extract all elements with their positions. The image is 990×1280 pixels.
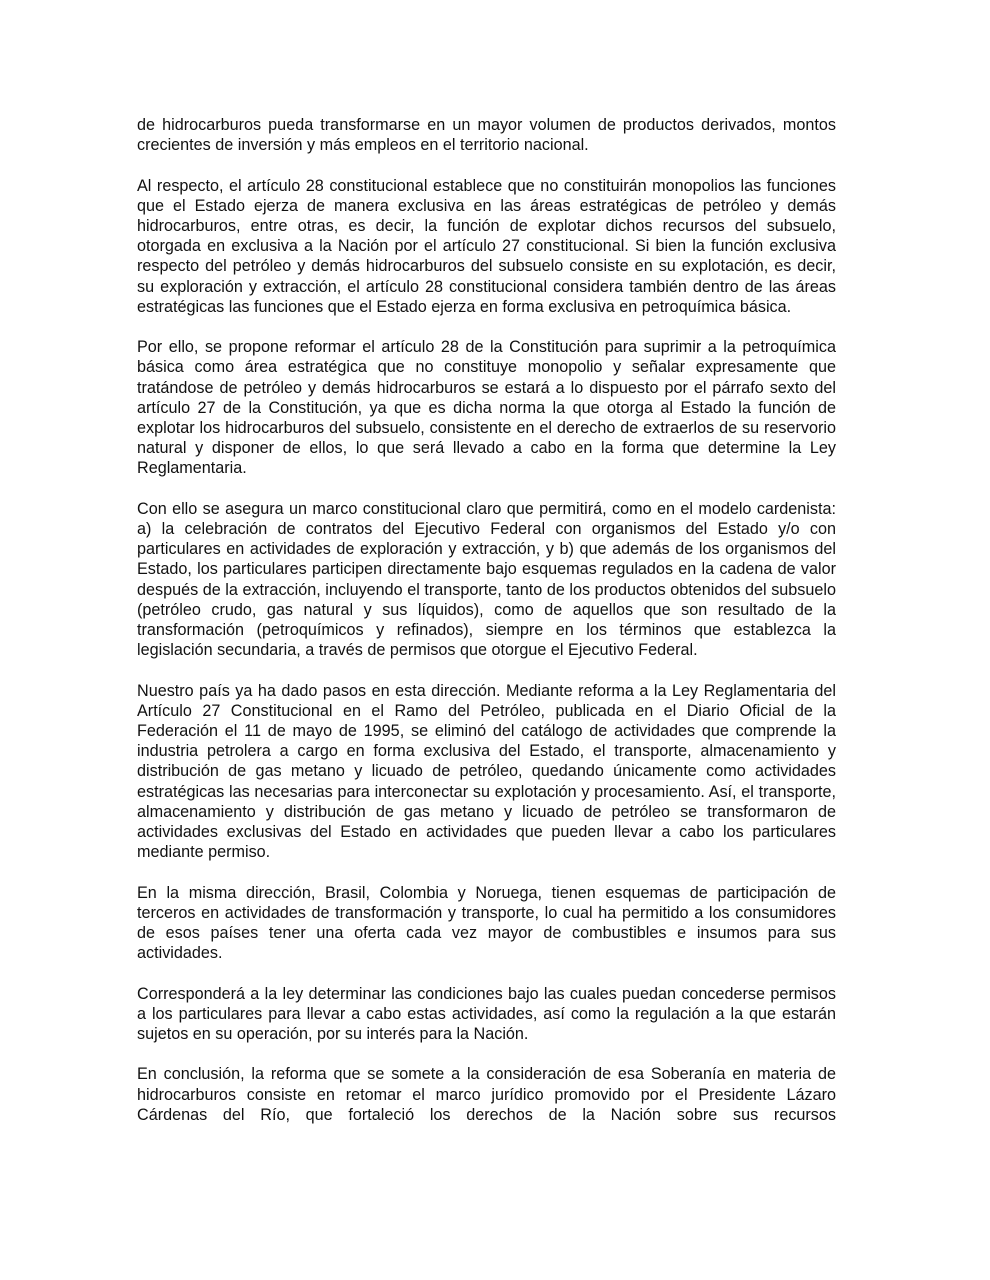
paragraph-reform-proposal: Por ello, se propone reformar el artículo 28 de la Constitución para suprimir a la petroquímica básica como área estratégica que no constituye monopolio y señalar expresamente que tratándose de petróleo y demás hidrocarburos se estará a lo dispuesto por el párrafo sexto del artículo 27 de la Constitución, ya que es dicha norma la que otorga al Estado la función de explotar los hidrocarburos del subsuelo, consistente en el derecho de extraerlos de su reservorio natural y disponer de ellos, lo que será llevado a cabo en la forma que determine la Ley Reglamentaria. xyxy=(137,338,836,478)
paragraph-conclusion: En conclusión, la reforma que se somete a la consideración de esa Soberanía en materia de hidrocarburos consiste en retomar el marco jurídico promovido por el Presidente Lázaro Cárdenas del Río, que fortaleció los derechos de la Nación sobre sus recursos xyxy=(137,1065,836,1124)
paragraph-article-28: Al respecto, el artículo 28 constitucional establece que no constituirán monopolios las funciones que el Estado ejerza de manera exclusiva en las áreas estratégicas de petróleo y demás hidrocarburos, entre otras, es decir, la función de explotar dichos recursos del subsuelo, otorgada en exclusiva a la Nación por el artículo 27 constitucional. Si bien la función exclusiva respecto del petróleo y demás hidrocarburos del subsuelo consiste en su explotación, es decir, su exploración y extracción, el artículo 28 constitucional considera también dentro de las áreas estratégicas las funciones que el Estado ejerza en forma exclusiva en petroquímica básica. xyxy=(137,176,836,316)
paragraph-international-examples: En la misma dirección, Brasil, Colombia y Noruega, tienen esquemas de participación de terceros en actividades de transformación y transporte, lo cual ha permitido a los consumidores de esos países tener una oferta cada vez mayor de combustibles e insumos para sus actividades. xyxy=(137,883,836,963)
paragraph-country-steps: Nuestro país ya ha dado pasos en esta dirección. Mediante reforma a la Ley Reglamentaria del Artículo 27 Constitucional en el Ramo del Petróleo, publicada en el Diario Oficial de la Federación el 11 de mayo de 1995, se eliminó del catálogo de actividades que comprende la industria petrolera a cargo en forma exclusiva del Estado, el transporte, almacenamiento y distribución de gas metano y licuado de petróleo, quedando únicamente como actividades estratégicas las necesarias para interconectar su explotación y procesamiento. Así, el transporte, almacenamiento y distribución de gas metano y licuado de petróleo se transformaron de actividades exclusivas del Estado en actividades que pueden llevar a cabo los particulares mediante permiso. xyxy=(137,681,836,862)
paragraph-constitutional-framework: Con ello se asegura un marco constitucional claro que permitirá, como en el modelo cardenista: a) la celebración de contratos del Ejecutivo Federal con organismos del Estado y/o con particulares en actividades de exploración y extracción, y b) que además de los organismos del Estado, los particulares participen directamente bajo esquemas regulados en la cadena de valor después de la extracción, incluyendo el transporte, tanto de los productos obtenidos del subsuelo (petróleo crudo, gas natural y sus líquidos), como de aquellos que son resultado de la transformación (petroquímicos y refinados), siempre en los términos que establezca la legislación secundaria, a través de permisos que otorgue el Ejecutivo Federal. xyxy=(137,499,836,660)
document-page xyxy=(137,115,836,1145)
paragraph-intro-continuation: de hidrocarburos pueda transformarse en un mayor volumen de productos derivados, montos crecientes de inversión y más empleos en el territorio nacional. xyxy=(137,116,836,155)
paragraph-law-conditions: Corresponderá a la ley determinar las condiciones bajo las cuales puedan concederse permisos a los particulares para llevar a cabo estas actividades, así como la regulación a la que estarán sujetos en su operación, por su interés para la Nación. xyxy=(137,984,836,1044)
